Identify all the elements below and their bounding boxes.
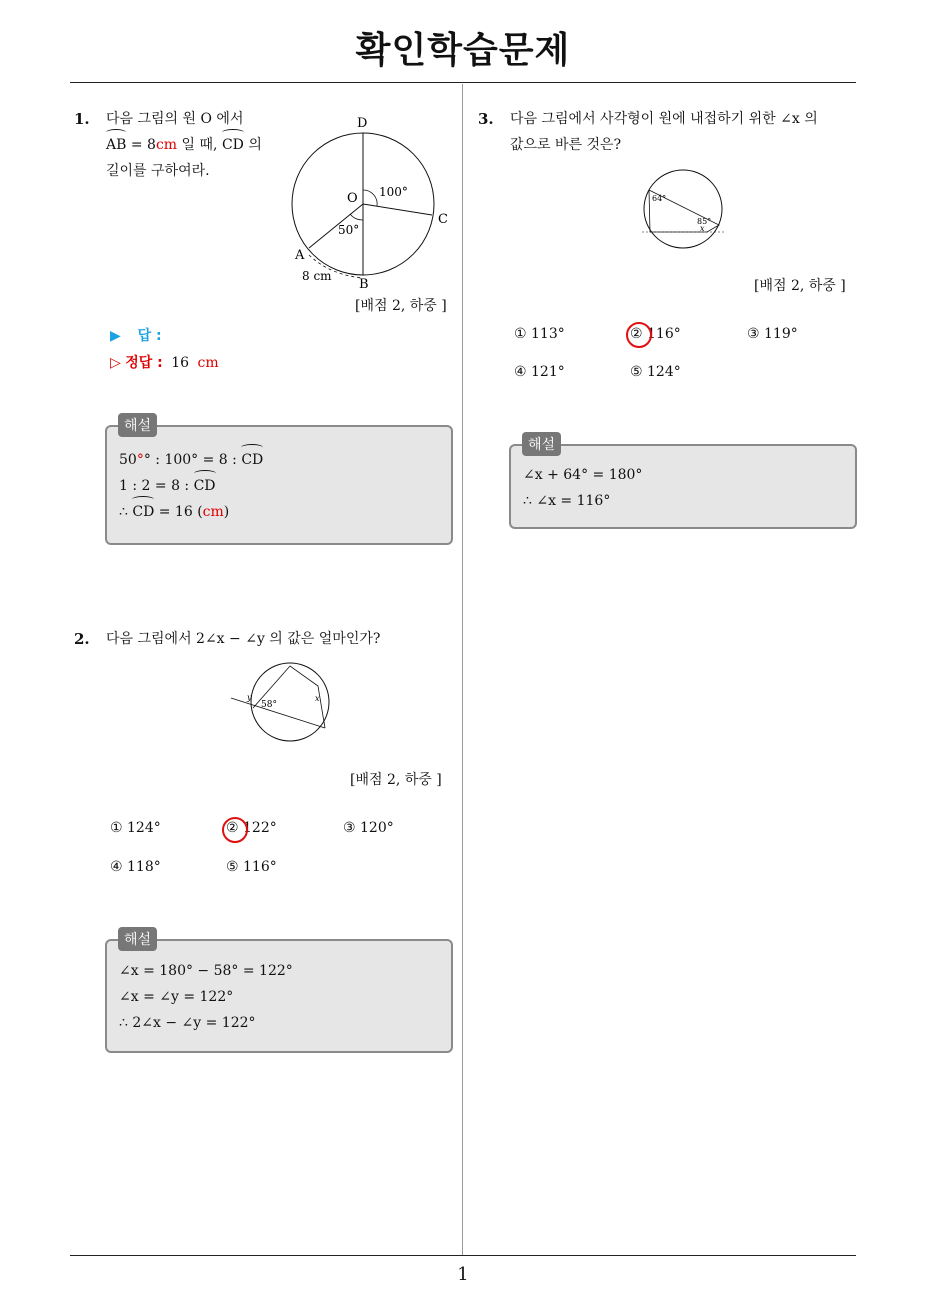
q3-text: [510, 106, 862, 158]
q2-label-x: x: [315, 694, 320, 703]
q1-expl1-b: ° : 100: [143, 452, 192, 468]
q2-label-y: y: [247, 693, 252, 702]
q1-expl2-a: 1 : 2 = 8 :: [119, 478, 194, 494]
q1-expl3-c: ): [223, 504, 230, 520]
arc-ab: AB: [106, 132, 126, 158]
q1-expl-line3: [119, 499, 263, 525]
q1-answer-row: [110, 325, 162, 345]
page-number: 1: [457, 1264, 469, 1285]
q1-radius-oc: [363, 204, 432, 215]
q2-explanation: [119, 958, 293, 1036]
q1-label-o: O: [347, 191, 358, 206]
q1-angle-100: 100°: [379, 185, 408, 199]
q1-expl3-a: ∴: [119, 504, 133, 520]
q3-angle-64: 64°: [652, 194, 667, 203]
q1-angle-100-arc: [363, 190, 377, 206]
q2-explanation-box: [105, 939, 453, 1053]
q2-choice-4[interactable]: ④ 118°: [110, 859, 161, 875]
q1-label-b: B: [359, 277, 369, 292]
arc-cd: CD: [222, 132, 244, 158]
q1-text-line1: 다음 그림의 원 O 에서: [106, 111, 244, 127]
q1-length-8cm: 8 cm: [302, 269, 332, 283]
q1-label-d: D: [357, 116, 368, 131]
q1-correct-label: 정답 :: [125, 355, 163, 371]
q3-choice-1[interactable]: ① 113°: [514, 326, 565, 342]
q1-explanation-box: [105, 425, 453, 545]
q1-circle-figure: [280, 110, 460, 295]
q3-choice-3[interactable]: ③ 119°: [747, 326, 798, 342]
q1-label-a: A: [295, 248, 305, 263]
q1-explanation: [119, 447, 263, 525]
q3-circle: [644, 170, 722, 248]
q3-explanation-badge: 해설: [522, 432, 561, 456]
q3-choice-4[interactable]: ④ 121°: [514, 364, 565, 380]
q2-expl-line2: ∠x = ∠y = 122°: [119, 989, 234, 1005]
q1-explanation-badge: 해설: [118, 413, 157, 437]
q1-text-line2: [106, 132, 281, 158]
q1-expl2-arc: CD: [194, 473, 216, 499]
q1-correct-row: [110, 352, 219, 372]
triangle-outline-icon: ▷: [110, 355, 121, 371]
q1-correct-unit: cm: [197, 355, 219, 371]
q3-choice-5[interactable]: ⑤ 124°: [630, 364, 681, 380]
q3-explanation-box: [509, 444, 857, 529]
q3-circle-figure: [640, 168, 728, 250]
q2-expl-line3: ∴ 2∠x − ∠y = 122°: [119, 1015, 256, 1031]
q2-circle-figure: [225, 660, 340, 745]
q1-angle-50-arc: [350, 214, 363, 220]
q3-answer-circle-mark: [626, 322, 652, 348]
q2-explanation-badge: 해설: [118, 927, 157, 951]
q2-answer-circle-mark: [222, 817, 248, 843]
q3-number: 3.: [478, 110, 494, 128]
q1-unit: cm: [155, 137, 178, 153]
q3-explanation: [523, 462, 642, 514]
degree-mark: °: [136, 452, 144, 468]
q1-eq: = 8: [126, 137, 156, 153]
column-divider: [462, 84, 463, 1256]
q1-answer-label: 답 :: [137, 328, 162, 344]
q1-expl3-unit: cm: [202, 504, 224, 520]
q2-choice-2[interactable]: ② 122°: [226, 820, 277, 836]
footer-divider: [70, 1255, 856, 1256]
q2-choice-3[interactable]: ③ 120°: [343, 820, 394, 836]
q1-text: [106, 106, 281, 184]
q1-expl3-b: = 16 (: [154, 504, 203, 520]
q1-angle-50: 50°: [338, 223, 360, 237]
q2-number: 2.: [74, 630, 90, 648]
q2-expl-line1: ∠x = 180° − 58° = 122°: [119, 963, 293, 979]
q2-text: 다음 그림에서 2∠x − ∠y 의 값은 얼마인가?: [106, 631, 381, 647]
q1-expl1-a: 50: [119, 452, 137, 468]
q2-angle-58: 58°: [261, 700, 277, 710]
header-divider: [70, 82, 856, 83]
q3-text-line1: 다음 그림에서 사각형이 원에 내접하기 위한 ∠x 의: [510, 111, 818, 127]
q2-secant-line: [231, 698, 325, 728]
q1-expl3-arc: CD: [132, 499, 154, 525]
q1-end: 의: [243, 137, 262, 153]
q1-expl1-c: ° = 8 :: [191, 452, 242, 468]
q3-meta: [배점 2, 하중 ]: [754, 278, 846, 294]
q1-label-c: C: [438, 212, 448, 227]
q1-expl1-arc: CD: [241, 447, 263, 473]
q3-choice-2[interactable]: ② 116°: [630, 326, 681, 342]
q3-label-x: x: [700, 224, 705, 233]
q3-expl-line1: ∠x + 64° = 180°: [523, 467, 643, 483]
play-icon: ▶: [110, 328, 121, 344]
q1-correct-value: 16: [171, 355, 190, 371]
q2-meta: [배점 2, 하중 ]: [350, 772, 442, 788]
q3-angle-85: 85°: [697, 217, 712, 226]
q2-choice-5[interactable]: ⑤ 116°: [226, 859, 277, 875]
q2-choice-1[interactable]: ① 124°: [110, 820, 161, 836]
page-title: 확인학습문제: [355, 30, 571, 71]
q1-expl-line1: [119, 447, 263, 473]
q1-number: 1.: [74, 110, 90, 128]
q1-mid: 일 때,: [177, 137, 222, 153]
q1-meta: [배점 2, 하중 ]: [355, 298, 447, 314]
q3-text-line2: 값으로 바른 것은?: [510, 137, 622, 153]
q1-text-line3: 길이를 구하여라.: [106, 163, 210, 179]
q3-expl-line2: ∴ ∠x = 116°: [523, 493, 611, 509]
